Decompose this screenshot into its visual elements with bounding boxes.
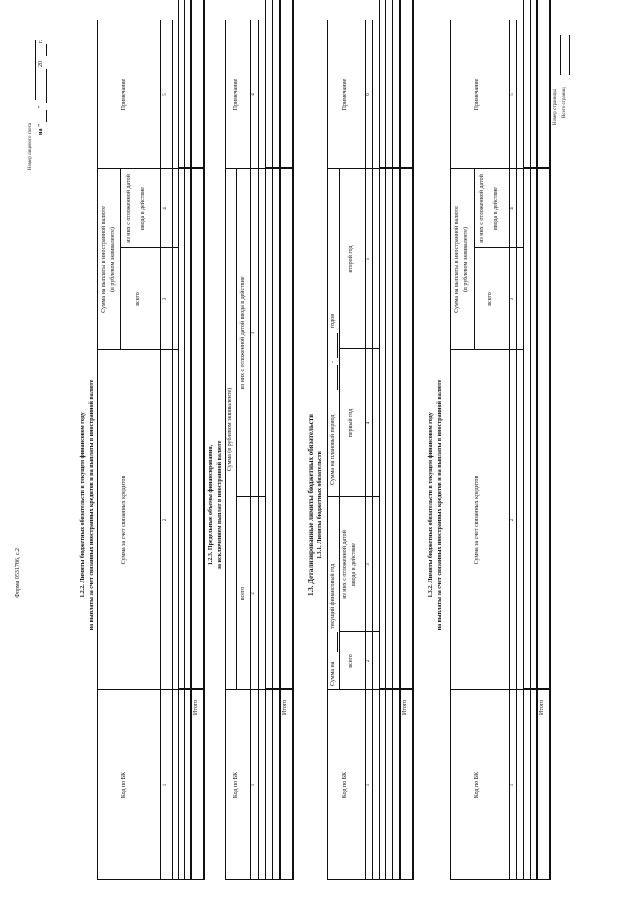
sec131-col-total: всего (348, 654, 354, 668)
sec132-col-deferred-1: из них с отложенной датой (479, 174, 485, 243)
sec131-col-plan-period: Сумма на плановый период (330, 414, 336, 485)
sec131-plan-year-from-field[interactable] (337, 365, 338, 390)
date-prefix: на " (38, 123, 44, 135)
sec131-col-first-year: первый год (348, 408, 354, 438)
date-century: 20 (38, 61, 44, 67)
sec123-num-3: 3 (251, 331, 256, 335)
sec122-total-label: Итого (193, 699, 199, 715)
sec131-num-3: 3 (366, 563, 371, 566)
sec123-num-2: 2 (251, 592, 256, 595)
form-number: Форма 0531786, с.2 (15, 548, 21, 598)
sec123-num-4: 4 (251, 93, 256, 96)
sec122-col-total: всего (135, 292, 141, 306)
sec123-title: 1.2.3. Предельные объемы финансирования, (208, 444, 214, 566)
sec131-num-6: 6 (366, 93, 371, 96)
sec131-num-5: 5 (366, 257, 371, 261)
sec131-col-plan-dash: - (330, 361, 336, 363)
sec131-total-label: Итого (402, 699, 408, 715)
date-day-field[interactable] (46, 110, 47, 122)
sec122-col-loans: Сумма за счет связанных кредитов (121, 475, 127, 565)
sec122-col-note: Примечание (121, 78, 127, 111)
sec123-num-1: 1 (251, 783, 256, 787)
sec132-num-2: 2 (510, 518, 515, 522)
account-number-field[interactable] (35, 40, 36, 100)
sec123-col-sum: Сумма (в рублевом эквиваленте) (227, 387, 233, 472)
sec131-plan-year-to-field[interactable] (337, 333, 338, 358)
sec132-num-5: 5 (510, 93, 515, 96)
sec131-title: 1.3.1. Лимиты бюджетных обязательств (317, 451, 323, 559)
sec132-col-deferred-2: ввода в действие (493, 187, 499, 230)
date-year-field[interactable] (46, 44, 47, 56)
sec132-col-total: всего (487, 292, 493, 306)
sec123-col-note: Примечание (233, 78, 239, 111)
sec132-col-fx: Сумма на выплаты в иностранной валюте (454, 206, 460, 313)
date-month-field[interactable] (46, 69, 47, 103)
total-pages-label: Всего страниц (562, 87, 567, 118)
sec131-col-note: Примечание (342, 78, 348, 111)
sec131-col-sum-on: Сумма на (330, 661, 336, 686)
sec131-year-field[interactable] (337, 632, 338, 652)
sec123-total-label: Итого (282, 699, 288, 715)
date-suffix: г. (38, 39, 44, 43)
sec131-col-deferred-2: ввода в действие (351, 543, 357, 586)
sec13-title: 1.3. Детализированные лимиты бюджетных обязательств (307, 414, 315, 596)
sec122-num-4: 4 (163, 207, 168, 210)
sec123-col-kbk: Код по БК (233, 771, 239, 799)
sec122-subtitle: на выплаты за счет связанных иностранных кредитов и на выплаты в иностранной валюте (89, 379, 95, 631)
sec122-num-3: 3 (163, 297, 168, 301)
sec132-num-4: 4 (510, 207, 515, 210)
sec132-col-kbk: Код по БК (474, 771, 480, 799)
sec122-title: 1.2.2. Лимиты бюджетных обязательств в текущем финансовом году (80, 412, 86, 598)
page-number-label: Номер страницы (553, 89, 558, 125)
sec131-num-1: 1 (366, 783, 371, 787)
total-pages-field[interactable] (569, 35, 570, 75)
sec131-col-cur-year: текущий финансовый год (330, 563, 336, 629)
sec132-subtitle: на выплаты за счет связанных иностранных кредитов и на выплаты в иностранной валюте (437, 379, 443, 631)
sec123-col-deferred: из них с отложенной датой ввода в действие (240, 276, 246, 390)
sec132-title: 1.3.2. Лимиты бюджетных обязательств в текущем финансовом году (428, 412, 434, 598)
sec131-num-2: 2 (366, 659, 371, 663)
sec132-col-loans: Сумма за счет связанных кредитов (474, 475, 480, 565)
sec122-col-deferred-2: ввода в действие (140, 187, 146, 230)
account-number-label: Номер лицевого счета (28, 122, 33, 170)
sec123-subtitle: за исключением выплат в иностранной валюте (217, 440, 223, 570)
sec122-num-2: 2 (163, 518, 168, 522)
page-number-field[interactable] (560, 35, 561, 75)
sec132-total-label: Итого (539, 699, 545, 715)
sec122-col-kbk: Код по БК (121, 771, 127, 799)
sec131-num-4: 4 (366, 421, 371, 425)
sec123-col-total: всего (240, 586, 246, 601)
sec132-num-1: 1 (510, 783, 515, 787)
sec131-col-years: годов (330, 313, 336, 328)
sec122-col-fx-sub: (в рублевом эквиваленте) (110, 227, 116, 292)
sec131-col-deferred-1: из них с отложенной датой (342, 530, 348, 599)
sec132-col-note: Примечание (474, 78, 480, 111)
sec122-col-deferred-1: из них с отложенной датой (126, 174, 132, 243)
sec122-num-1: 1 (163, 783, 168, 787)
sec122-col-fx: Сумма на выплаты в иностранной валюте (101, 206, 107, 313)
sec132-col-fx-sub: (в рублевом эквиваленте) (463, 227, 469, 292)
sec122-num-5: 5 (163, 93, 168, 96)
sec131-col-second-year: второй год (348, 245, 354, 273)
sec132-num-3: 3 (510, 297, 515, 301)
date-quote: " (38, 105, 44, 108)
sec131-col-kbk: Код по БК (342, 771, 348, 799)
